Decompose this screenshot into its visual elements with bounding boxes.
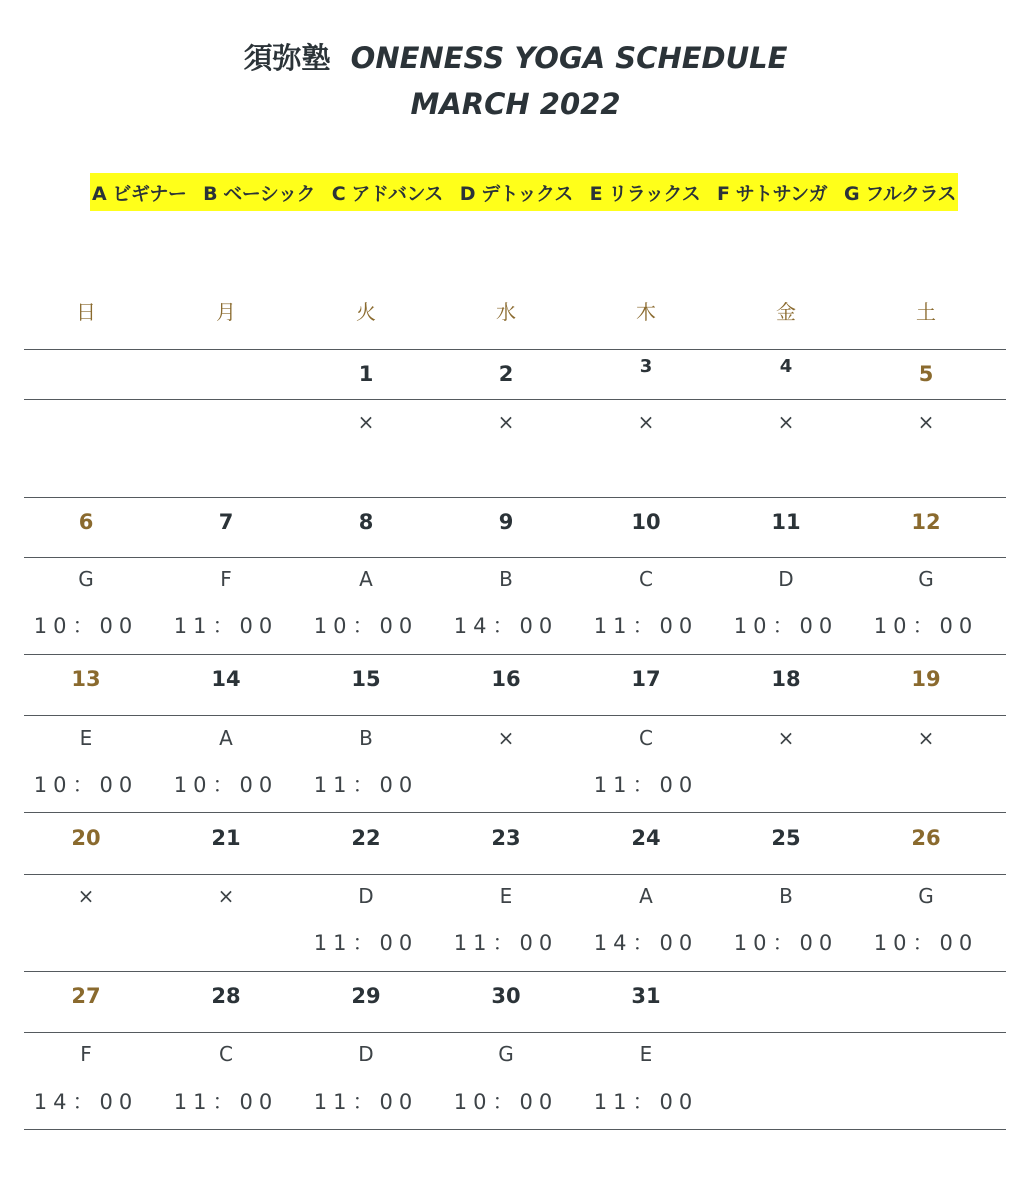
date-number: 23 bbox=[491, 826, 521, 850]
date-number: 29 bbox=[351, 984, 381, 1008]
date-number: 28 bbox=[211, 984, 241, 1008]
class-time: 11：00 bbox=[173, 614, 279, 638]
row-divider bbox=[24, 1032, 1006, 1033]
class-code: E bbox=[499, 884, 513, 908]
no-class-mark: × bbox=[357, 410, 375, 434]
class-time: 11：00 bbox=[593, 773, 699, 797]
class-code bbox=[716, 1042, 856, 1066]
date-number bbox=[16, 362, 156, 386]
week-dates-row bbox=[16, 984, 1006, 1008]
no-class-mark: × bbox=[497, 410, 515, 434]
class-time: 14：00 bbox=[593, 931, 699, 955]
date-number: 8 bbox=[358, 510, 374, 534]
week-classes-row bbox=[16, 410, 1006, 434]
class-code: F bbox=[220, 567, 232, 591]
class-time: 10：00 bbox=[873, 931, 979, 955]
class-time: 10：00 bbox=[873, 614, 979, 638]
class-code: C bbox=[219, 1042, 233, 1066]
class-code: D bbox=[778, 567, 794, 591]
class-time: 11：00 bbox=[313, 1090, 419, 1114]
legend-item-a: A ビギナー bbox=[92, 182, 187, 205]
date-number: 19 bbox=[911, 667, 941, 691]
date-number: 4 bbox=[779, 356, 793, 377]
class-time bbox=[16, 927, 156, 957]
date-number: 1 bbox=[358, 362, 374, 386]
week-times-row bbox=[16, 927, 1006, 957]
date-number: 5 bbox=[918, 362, 934, 386]
class-code: C bbox=[639, 726, 653, 750]
date-number: 18 bbox=[771, 667, 801, 691]
no-class-mark: × bbox=[637, 410, 655, 434]
date-number bbox=[716, 984, 856, 1008]
week-dates-row bbox=[16, 356, 1006, 386]
row-divider bbox=[24, 1129, 1006, 1130]
row-divider bbox=[24, 715, 1006, 716]
date-number: 12 bbox=[911, 510, 941, 534]
schedule-month: MARCH 2022 bbox=[410, 87, 621, 121]
date-number: 21 bbox=[211, 826, 241, 850]
row-divider bbox=[24, 971, 1006, 972]
weekday-wed: 水 bbox=[496, 300, 516, 324]
weekday-header bbox=[16, 296, 1006, 325]
row-divider bbox=[24, 557, 1006, 558]
date-number: 22 bbox=[351, 826, 381, 850]
legend-item-e: E リラックス bbox=[589, 182, 701, 205]
no-class-mark: × bbox=[77, 884, 95, 908]
row-divider bbox=[24, 497, 1006, 498]
class-code: G bbox=[918, 884, 934, 908]
no-class-mark: × bbox=[497, 726, 515, 750]
class-code: G bbox=[78, 567, 94, 591]
weekday-fri: 金 bbox=[776, 300, 796, 324]
class-time: 14：00 bbox=[33, 1090, 139, 1114]
class-time: 11：00 bbox=[313, 773, 419, 797]
week-dates-row bbox=[16, 667, 1006, 691]
date-number: 14 bbox=[211, 667, 241, 691]
week-classes-row bbox=[16, 726, 1006, 750]
date-number: 11 bbox=[771, 510, 801, 534]
class-code: D bbox=[358, 1042, 374, 1066]
class-time: 11：00 bbox=[173, 1090, 279, 1114]
class-code: A bbox=[359, 567, 373, 591]
class-time: 10：00 bbox=[733, 931, 839, 955]
weekday-sat: 土 bbox=[916, 300, 936, 324]
date-number: 30 bbox=[491, 984, 521, 1008]
row-divider bbox=[24, 812, 1006, 813]
row-divider bbox=[24, 349, 1006, 350]
class-time: 11：00 bbox=[593, 1090, 699, 1114]
class-code: E bbox=[639, 1042, 653, 1066]
date-number: 24 bbox=[631, 826, 661, 850]
class-code bbox=[156, 410, 296, 434]
week-times-row bbox=[16, 1086, 1006, 1116]
row-divider bbox=[24, 874, 1006, 875]
date-number bbox=[856, 984, 996, 1008]
weekday-tue: 火 bbox=[356, 300, 376, 324]
class-time bbox=[436, 769, 576, 799]
date-number bbox=[156, 362, 296, 386]
date-number: 17 bbox=[631, 667, 661, 691]
class-code: G bbox=[918, 567, 934, 591]
class-time: 10：00 bbox=[33, 614, 139, 638]
class-time: 10：00 bbox=[313, 614, 419, 638]
row-divider bbox=[24, 399, 1006, 400]
date-number: 20 bbox=[71, 826, 101, 850]
class-code: B bbox=[499, 567, 513, 591]
no-class-mark: × bbox=[917, 410, 935, 434]
no-class-mark: × bbox=[217, 884, 235, 908]
date-number: 6 bbox=[78, 510, 94, 534]
class-code: A bbox=[639, 884, 653, 908]
class-time: 10：00 bbox=[173, 773, 279, 797]
no-class-mark: × bbox=[777, 410, 795, 434]
schedule-title: ONENESS YOGA SCHEDULE bbox=[350, 41, 788, 75]
date-number: 15 bbox=[351, 667, 381, 691]
class-time: 11：00 bbox=[313, 931, 419, 955]
class-code: D bbox=[358, 884, 374, 908]
class-code bbox=[856, 1042, 996, 1066]
date-number: 26 bbox=[911, 826, 941, 850]
week-classes-row bbox=[16, 884, 1006, 908]
class-code: C bbox=[639, 567, 653, 591]
legend-item-d: D デトックス bbox=[459, 182, 573, 205]
legend-item-g: G フルクラス bbox=[843, 182, 956, 205]
class-code: B bbox=[779, 884, 793, 908]
class-time: 14：00 bbox=[453, 614, 559, 638]
class-code: G bbox=[498, 1042, 514, 1066]
class-code: F bbox=[80, 1042, 92, 1066]
legend-item-f: F サトサンガ bbox=[717, 182, 828, 205]
class-code: E bbox=[79, 726, 93, 750]
class-time: 10：00 bbox=[453, 1090, 559, 1114]
class-code: B bbox=[359, 726, 373, 750]
class-time bbox=[716, 1086, 856, 1116]
class-time: 11：00 bbox=[453, 931, 559, 955]
weekday-sun: 日 bbox=[76, 300, 96, 324]
class-time: 11：00 bbox=[593, 614, 699, 638]
class-code bbox=[16, 410, 156, 434]
week-dates-row bbox=[16, 826, 1006, 850]
weekday-thu: 木 bbox=[636, 300, 656, 324]
no-class-mark: × bbox=[917, 726, 935, 750]
class-time: 10：00 bbox=[33, 773, 139, 797]
week-classes-row bbox=[16, 1042, 1006, 1066]
class-time: 10：00 bbox=[733, 614, 839, 638]
weekday-mon: 月 bbox=[216, 300, 236, 324]
week-times-row bbox=[16, 610, 1006, 640]
class-code: A bbox=[219, 726, 233, 750]
no-class-mark: × bbox=[777, 726, 795, 750]
class-time bbox=[856, 769, 996, 799]
date-number: 25 bbox=[771, 826, 801, 850]
legend-item-b: B ベーシック bbox=[203, 182, 315, 205]
class-time bbox=[856, 1086, 996, 1116]
date-number: 7 bbox=[218, 510, 234, 534]
date-number: 2 bbox=[498, 362, 514, 386]
date-number: 3 bbox=[639, 356, 653, 377]
date-number: 9 bbox=[498, 510, 514, 534]
class-time bbox=[156, 927, 296, 957]
week-classes-row bbox=[16, 567, 1006, 591]
calendar bbox=[16, 0, 1006, 1197]
date-number: 16 bbox=[491, 667, 521, 691]
date-number: 13 bbox=[71, 667, 101, 691]
week-dates-row bbox=[16, 510, 1006, 534]
class-time bbox=[716, 769, 856, 799]
row-divider bbox=[24, 654, 1006, 655]
legend-item-c: C アドバンス bbox=[331, 182, 443, 205]
date-number: 27 bbox=[71, 984, 101, 1008]
date-number: 10 bbox=[631, 510, 661, 534]
date-number: 31 bbox=[631, 984, 661, 1008]
week-times-row bbox=[16, 769, 1006, 799]
school-name: 須弥塾 bbox=[243, 41, 331, 75]
